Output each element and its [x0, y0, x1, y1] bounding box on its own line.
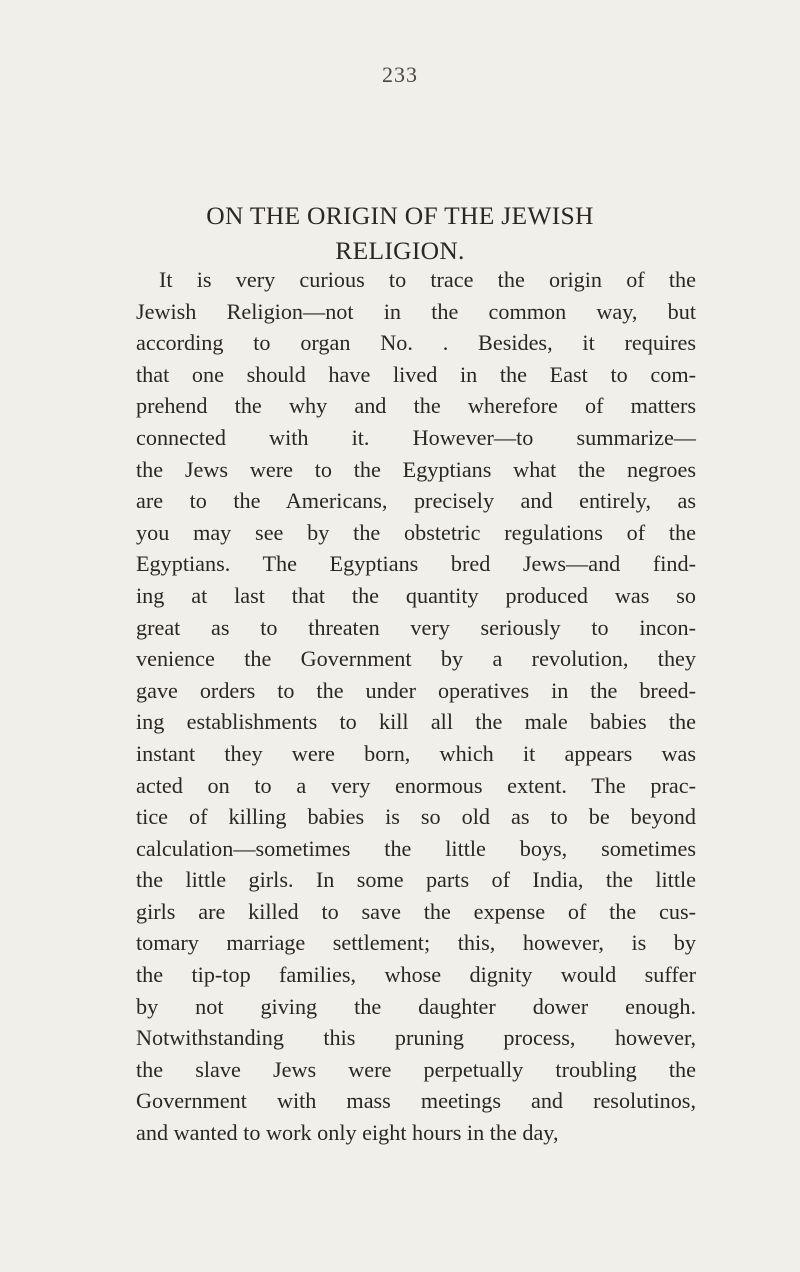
- body-line: acted on to a very enormous extent. The prac-: [136, 772, 696, 798]
- body-line: according to organ No. . Besides, it requires: [136, 330, 696, 356]
- body-line: the slave Jews were perpetually troubling the: [136, 1056, 696, 1082]
- body-line: gave orders to the under operatives in the breed-: [136, 677, 696, 703]
- body-line: the Jews were to the Egyptians what the negroes: [136, 456, 696, 482]
- body-line: you may see by the obstetric regulations of the: [136, 519, 696, 545]
- body-text: [136, 264, 696, 1149]
- body-line: the little girls. In some parts of India, the little: [136, 867, 696, 893]
- chapter-title-line: ON THE ORIGIN OF THE JEWISH: [206, 201, 594, 230]
- body-line: the tip-top families, whose dignity would suffer: [136, 962, 696, 988]
- body-line: ing at last that the quantity produced was so: [136, 582, 696, 608]
- body-line: It is very curious to trace the origin of the: [159, 267, 696, 292]
- body-line: and wanted to work only eight hours in the day,: [136, 1120, 559, 1146]
- chapter-title: [110, 198, 690, 268]
- body-line: Notwithstanding this pruning process, however,: [136, 1025, 696, 1051]
- body-line: calculation—sometimes the little boys, sometimes: [136, 835, 696, 861]
- body-line: Egyptians. The Egyptians bred Jews—and find-: [136, 551, 696, 577]
- chapter-title-line: RELIGION.: [335, 236, 465, 265]
- body-line: girls are killed to save the expense of the cus-: [136, 898, 696, 924]
- body-line: tomary marriage settlement; this, however, is by: [136, 930, 696, 956]
- body-line: ing establishments to kill all the male babies the: [136, 709, 696, 735]
- body-line: tice of killing babies is so old as to be beyond: [136, 804, 696, 830]
- body-line: Government with mass meetings and resolutinos,: [136, 1088, 696, 1114]
- body-line: instant they were born, which it appears was: [136, 740, 696, 766]
- body-line: Jewish Religion—not in the common way, but: [136, 298, 696, 324]
- body-line: venience the Government by a revolution, they: [136, 646, 696, 672]
- body-line: by not giving the daughter dower enough.: [136, 993, 696, 1019]
- page-number: 233: [382, 62, 418, 87]
- body-line: that one should have lived in the East to com-: [136, 361, 696, 387]
- body-line: prehend the why and the wherefore of matters: [136, 393, 696, 419]
- body-line: great as to threaten very seriously to incon-: [136, 614, 696, 640]
- body-line: are to the Americans, precisely and entirely, as: [136, 488, 696, 514]
- body-line: connected with it. However—to summarize—: [136, 424, 696, 450]
